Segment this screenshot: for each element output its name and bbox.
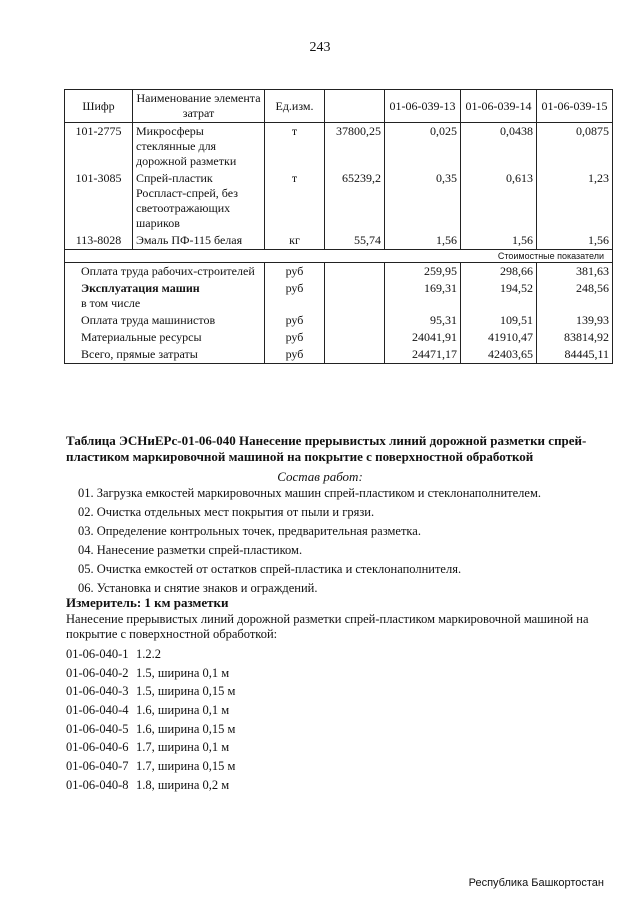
- material-unit: т: [265, 123, 325, 171]
- norm-value-13: 1,56: [385, 232, 461, 250]
- table-header-row: [65, 90, 613, 123]
- cost-value-13: 259,95: [385, 263, 461, 281]
- cost-name-materials: Материальные ресурсы: [65, 329, 265, 346]
- list-item: [66, 776, 235, 795]
- cost-value-14: 298,66: [461, 263, 537, 281]
- cost-name-machines-main: Эксплуатация машин: [81, 281, 200, 295]
- norm-value-14: 0,613: [461, 170, 537, 232]
- cost-section-header: [65, 250, 613, 263]
- list-item: [66, 720, 235, 739]
- cost-name-machines: [65, 280, 265, 312]
- list-item: 06. Установка и снятие знаков и ограждений.: [78, 581, 318, 595]
- material-price: 37800,25: [325, 123, 385, 171]
- list-item: 02. Очистка отдельных мест покрытия от пыли и грязи.: [78, 505, 375, 519]
- list-item: 05. Очистка емкостей от остатков спрей-пластика и стеклонаполнителя.: [78, 562, 462, 576]
- col-header-039-14: 01-06-039-14: [461, 90, 537, 123]
- list-item: [66, 757, 235, 776]
- table-row: [65, 280, 613, 312]
- cost-name-total: Всего, прямые затраты: [65, 346, 265, 364]
- list-item: [66, 682, 235, 701]
- page-footer: Республика Башкортостан: [468, 877, 604, 889]
- cost-value-13: 24041,91: [385, 329, 461, 346]
- table-row: [65, 123, 613, 171]
- cost-value-15: 139,93: [537, 312, 613, 329]
- cost-value-13: 24471,17: [385, 346, 461, 364]
- cost-unit: руб: [265, 280, 325, 312]
- material-name: Микросферы стеклянные для дорожной разметки: [133, 123, 265, 171]
- code-text: 1.6, ширина 0,15 м: [136, 721, 236, 736]
- table-row: [65, 312, 613, 329]
- list-item: 03. Определение контрольных точек, предварительная разметка.: [78, 524, 421, 538]
- material-name: Эмаль ПФ-115 белая: [133, 232, 265, 250]
- code-text: 1.2.2: [136, 647, 161, 661]
- table-row: [65, 346, 613, 364]
- code-id: 01-06-040-8: [66, 777, 129, 792]
- col-header-name: Наименование элемента затрат: [133, 90, 265, 123]
- cost-value-14: 42403,65: [461, 346, 537, 364]
- measure-unit: Измеритель: 1 км разметки: [66, 595, 229, 610]
- code-id: 01-06-040-7: [66, 759, 129, 774]
- cost-unit: руб: [265, 312, 325, 329]
- material-code: 113-8028: [65, 232, 133, 250]
- cost-value-15: 248,56: [537, 280, 613, 312]
- resource-norms-table: [64, 89, 613, 364]
- material-price: 65239,2: [325, 170, 385, 232]
- material-code: 101-3085: [65, 170, 133, 232]
- list-item: 01. Загрузка емкостей маркировочных машин спрей-пластиком и стеклонаполнителем.: [78, 486, 542, 500]
- works-heading: Состав работ:: [277, 469, 363, 484]
- col-header-039-13: 01-06-039-13: [385, 90, 461, 123]
- cost-value-15: 83814,92: [537, 329, 613, 346]
- table-row: [65, 232, 613, 250]
- code-id: 01-06-040-4: [66, 703, 129, 718]
- norm-value-13: 0,025: [385, 123, 461, 171]
- cost-name-labor: Оплата труда рабочих-строителей: [65, 263, 265, 281]
- code-list: [66, 645, 235, 795]
- cost-unit: руб: [265, 346, 325, 364]
- list-item: 04. Нанесение разметки спрей-пластиком.: [78, 543, 303, 557]
- col-header-code: Шифр: [65, 90, 133, 123]
- material-price: 55,74: [325, 232, 385, 250]
- list-item: [66, 645, 235, 664]
- section-description: Нанесение прерывистых линий дорожной разметки спрей-пластиком маркировочной машиной на покрытие с поверхностной обработкой:: [66, 612, 589, 641]
- code-text: 1.7, ширина 0,15 м: [136, 759, 236, 774]
- table-row: [65, 170, 613, 232]
- material-unit: кг: [265, 232, 325, 250]
- list-item: [66, 738, 235, 757]
- material-unit: т: [265, 170, 325, 232]
- norm-value-15: 1,23: [537, 170, 613, 232]
- code-text: 1.5, ширина 0,15 м: [136, 684, 236, 699]
- code-id: 01-06-040-3: [66, 684, 129, 699]
- norm-value-13: 0,35: [385, 170, 461, 232]
- cost-value-14: 109,51: [461, 312, 537, 329]
- cost-unit: руб: [265, 263, 325, 281]
- code-text: 1.5, ширина 0,1 м: [136, 665, 230, 680]
- code-id: 01-06-040-5: [66, 721, 129, 736]
- cost-value-14: 194,52: [461, 280, 537, 312]
- code-text: 1.7, ширина 0,1 м: [136, 740, 230, 755]
- cost-value-13: 95,31: [385, 312, 461, 329]
- code-text: 1.6, ширина 0,1 м: [136, 703, 230, 718]
- col-header-039-15: 01-06-039-15: [537, 90, 613, 123]
- code-text: 1.8, ширина 0,2 м: [136, 777, 230, 792]
- norm-value-15: 1,56: [537, 232, 613, 250]
- table-row: [65, 263, 613, 281]
- list-item: [66, 664, 235, 683]
- cost-section-label: Стоимостные показатели: [65, 250, 613, 263]
- list-item: [66, 701, 235, 720]
- norm-value-14: 0,0438: [461, 123, 537, 171]
- cost-name-machines-sub: в том числе: [81, 296, 141, 310]
- cost-value-15: 381,63: [537, 263, 613, 281]
- col-header-unit: Ед.изм.: [265, 90, 325, 123]
- material-code: 101-2775: [65, 123, 133, 171]
- table-row: [65, 329, 613, 346]
- material-name: Спрей-пластик Роспласт-спрей, без светоотражающих шариков: [133, 170, 265, 232]
- cost-value-15: 84445,11: [537, 346, 613, 364]
- norm-value-14: 1,56: [461, 232, 537, 250]
- code-id: 01-06-040-6: [66, 740, 129, 755]
- code-id: 01-06-040-1: [66, 647, 129, 661]
- cost-name-operators: Оплата труда машинистов: [65, 312, 265, 329]
- cost-value-14: 41910,47: [461, 329, 537, 346]
- page-number: 243: [309, 40, 331, 55]
- works-list: [78, 484, 541, 598]
- cost-unit: руб: [265, 329, 325, 346]
- code-id: 01-06-040-2: [66, 665, 129, 680]
- section-title: Таблица ЭСНиЕРс-01-06-040 Нанесение прерывистых линий дорожной разметки спрей-пластиком маркировочной машиной на покрытие с поверхностной обработкой: [66, 433, 587, 464]
- col-header-price: [325, 90, 385, 123]
- norm-value-15: 0,0875: [537, 123, 613, 171]
- cost-value-13: 169,31: [385, 280, 461, 312]
